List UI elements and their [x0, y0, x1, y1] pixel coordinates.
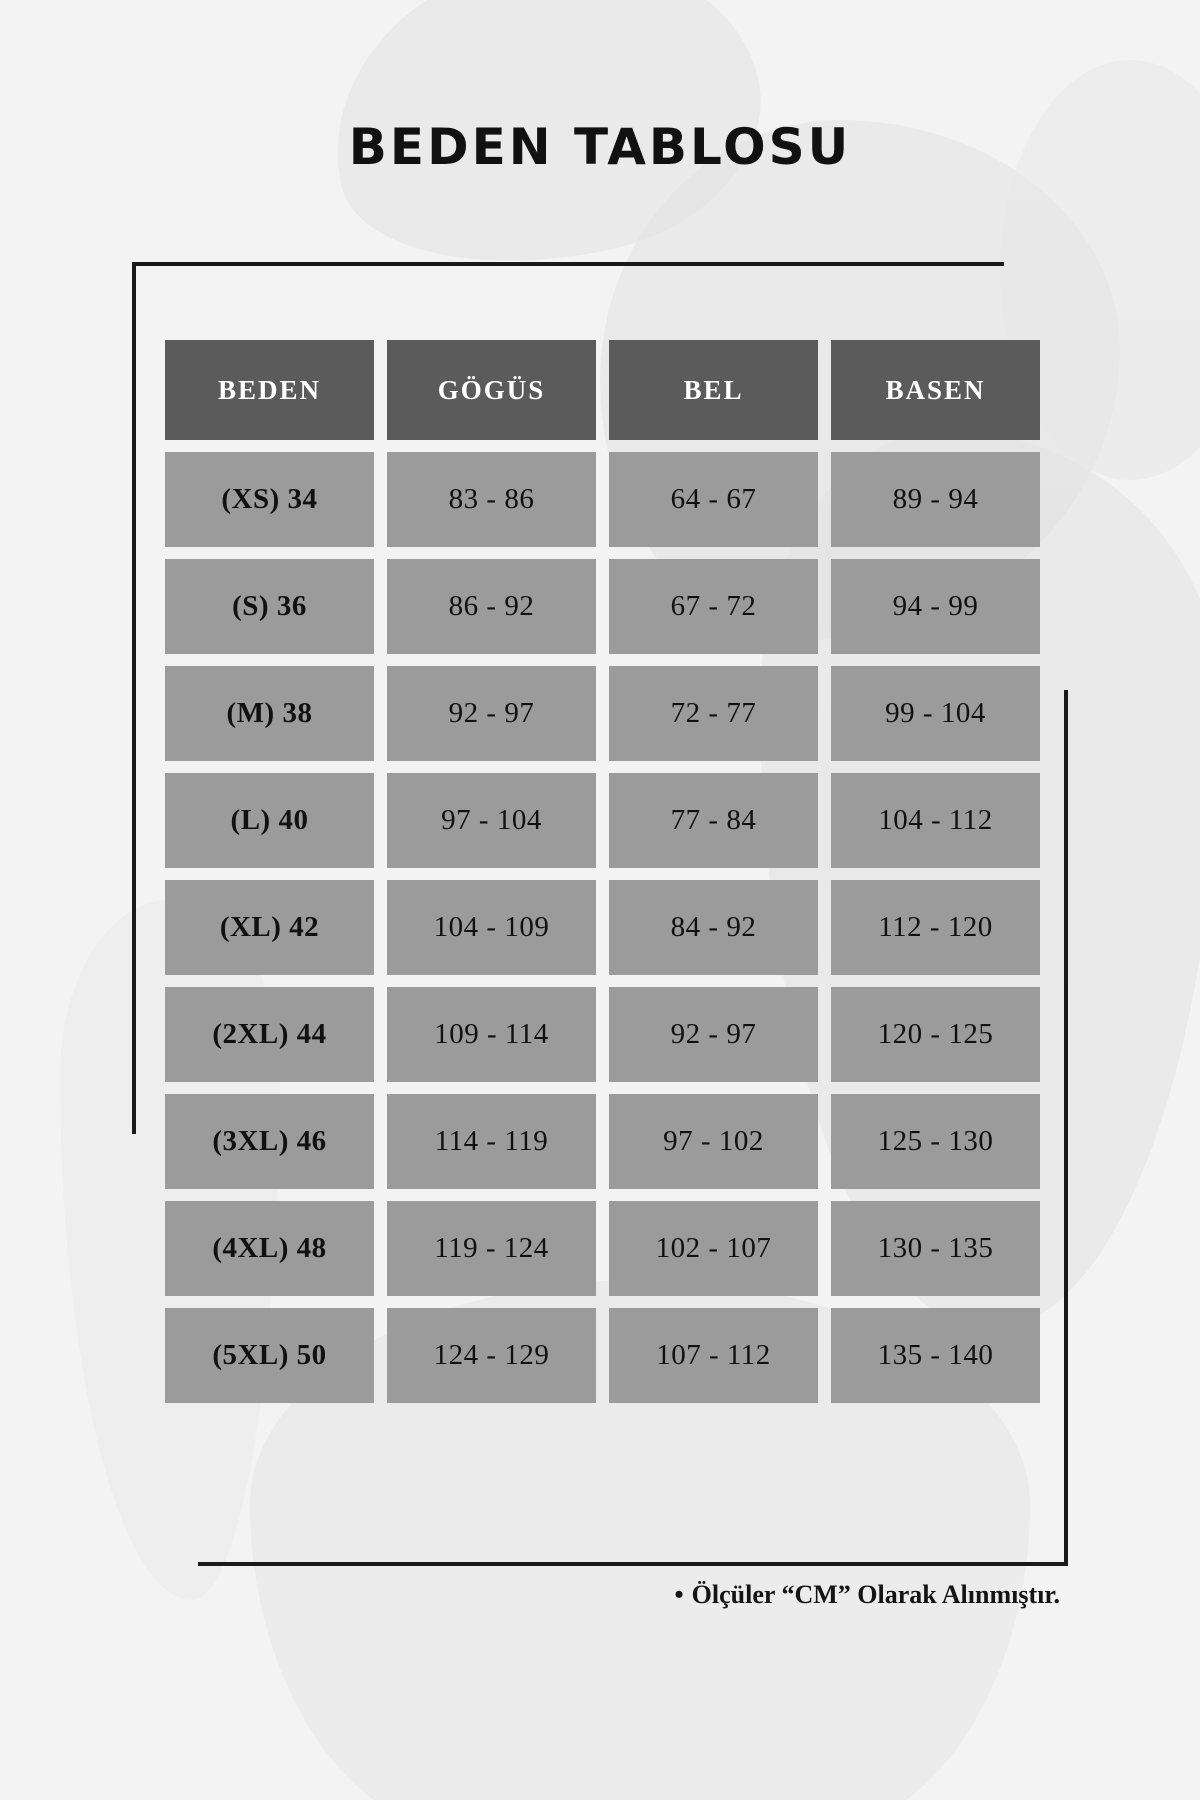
- decorative-line-right: [1064, 690, 1068, 1566]
- table-row: [165, 559, 1040, 654]
- page-title: BEDEN TABLOSU: [348, 118, 852, 176]
- footnote: [0, 1580, 1060, 1610]
- cell-bel: 97 - 102: [609, 1094, 818, 1189]
- cell-beden: (S) 36: [165, 559, 374, 654]
- column-header-beden: BEDEN: [165, 340, 374, 440]
- table-row: [165, 773, 1040, 868]
- table-row: [165, 666, 1040, 761]
- table-row: [165, 987, 1040, 1082]
- footnote-text: Ölçüler “CM” Olarak Alınmıştır.: [691, 1580, 1060, 1609]
- cell-basen: 94 - 99: [831, 559, 1040, 654]
- decorative-line-left: [132, 262, 136, 1134]
- cell-gogus: 114 - 119: [387, 1094, 596, 1189]
- cell-gogus: 97 - 104: [387, 773, 596, 868]
- cell-beden: (L) 40: [165, 773, 374, 868]
- decorative-line-top: [132, 262, 1004, 266]
- table-row: [165, 1308, 1040, 1403]
- cell-bel: 107 - 112: [609, 1308, 818, 1403]
- cell-beden: (3XL) 46: [165, 1094, 374, 1189]
- size-table: [165, 340, 1040, 1415]
- cell-bel: 67 - 72: [609, 559, 818, 654]
- cell-gogus: 124 - 129: [387, 1308, 596, 1403]
- cell-gogus: 92 - 97: [387, 666, 596, 761]
- cell-bel: 102 - 107: [609, 1201, 818, 1296]
- cell-beden: (M) 38: [165, 666, 374, 761]
- cell-basen: 120 - 125: [831, 987, 1040, 1082]
- cell-basen: 89 - 94: [831, 452, 1040, 547]
- table-row: [165, 880, 1040, 975]
- cell-bel: 77 - 84: [609, 773, 818, 868]
- cell-gogus: 119 - 124: [387, 1201, 596, 1296]
- cell-bel: 84 - 92: [609, 880, 818, 975]
- cell-gogus: 104 - 109: [387, 880, 596, 975]
- column-header-bel: BEL: [609, 340, 818, 440]
- cell-gogus: 86 - 92: [387, 559, 596, 654]
- cell-basen: 125 - 130: [831, 1094, 1040, 1189]
- cell-gogus: 83 - 86: [387, 452, 596, 547]
- bullet-icon: •: [674, 1580, 684, 1609]
- decorative-line-bottom: [198, 1562, 1068, 1566]
- table-row: [165, 1094, 1040, 1189]
- cell-basen: 130 - 135: [831, 1201, 1040, 1296]
- cell-beden: (2XL) 44: [165, 987, 374, 1082]
- table-row: [165, 452, 1040, 547]
- cell-bel: 92 - 97: [609, 987, 818, 1082]
- cell-beden: (5XL) 50: [165, 1308, 374, 1403]
- table-row: [165, 1201, 1040, 1296]
- column-header-basen: BASEN: [831, 340, 1040, 440]
- cell-bel: 72 - 77: [609, 666, 818, 761]
- column-header-gogus: GÖGÜS: [387, 340, 596, 440]
- cell-basen: 99 - 104: [831, 666, 1040, 761]
- cell-beden: (XL) 42: [165, 880, 374, 975]
- cell-basen: 135 - 140: [831, 1308, 1040, 1403]
- cell-beden: (4XL) 48: [165, 1201, 374, 1296]
- cell-beden: (XS) 34: [165, 452, 374, 547]
- table-header-row: [165, 340, 1040, 440]
- cell-gogus: 109 - 114: [387, 987, 596, 1082]
- cell-basen: 104 - 112: [831, 773, 1040, 868]
- cell-bel: 64 - 67: [609, 452, 818, 547]
- cell-basen: 112 - 120: [831, 880, 1040, 975]
